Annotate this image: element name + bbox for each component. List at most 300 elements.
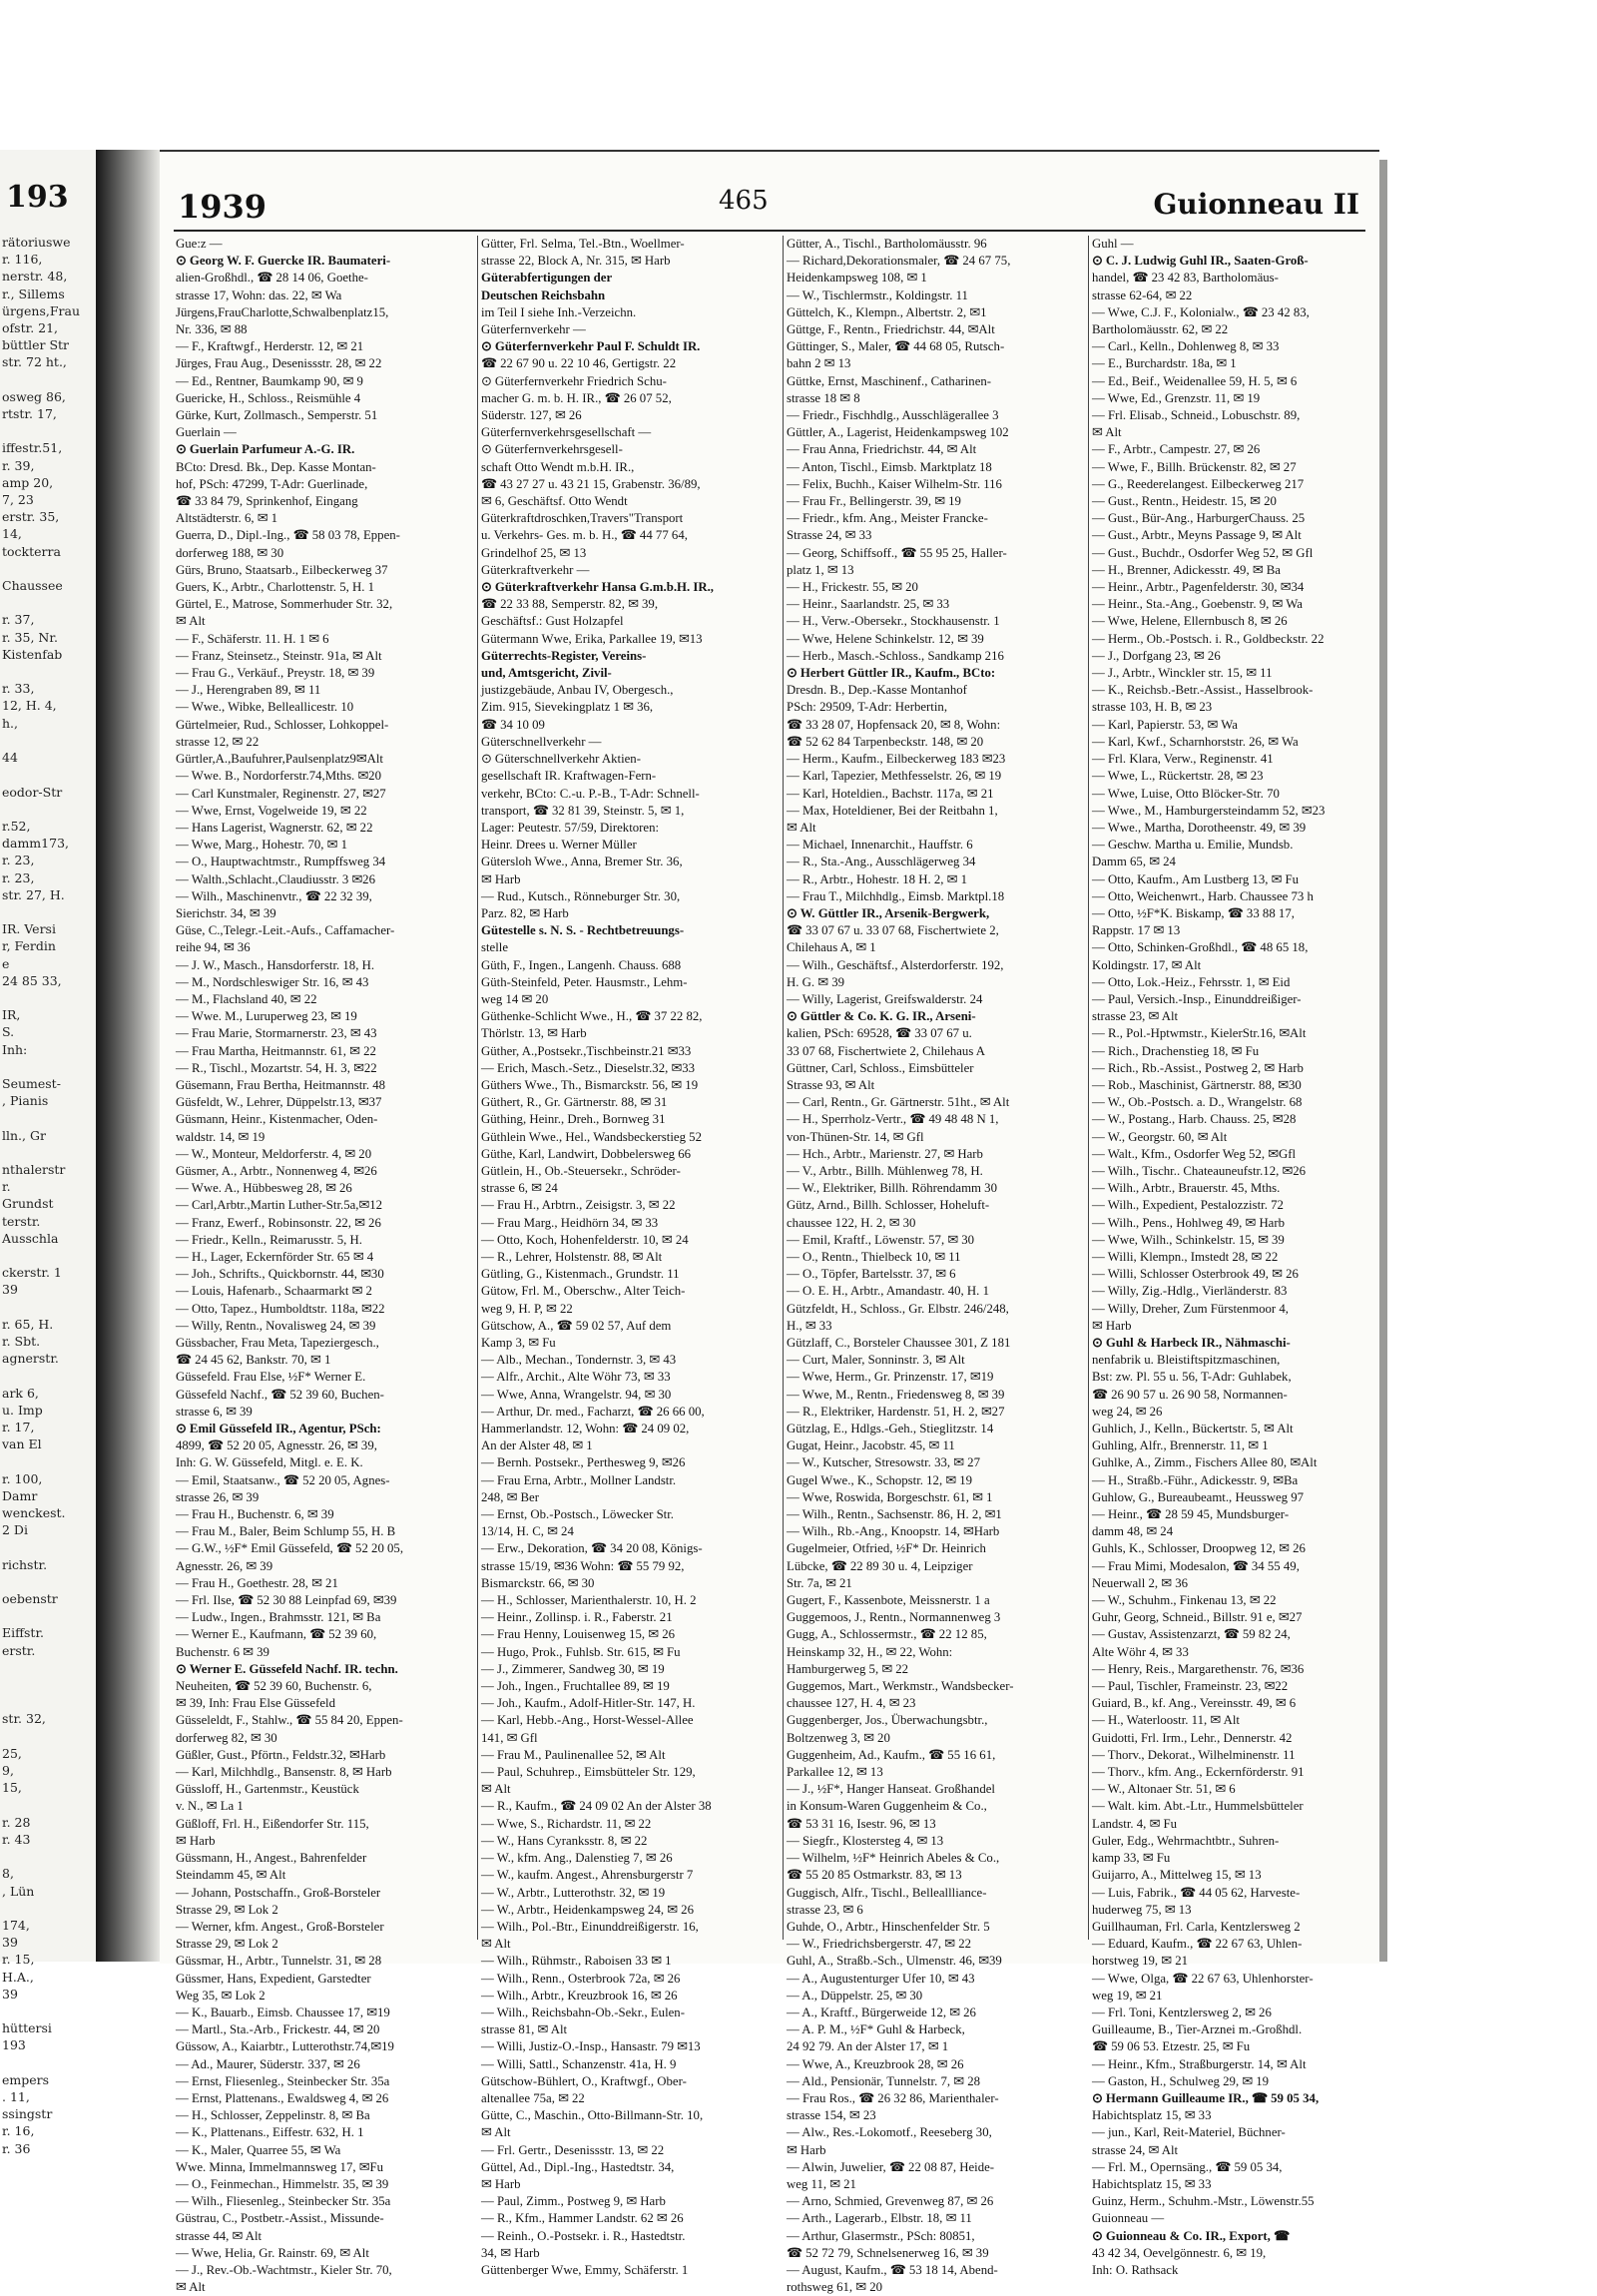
- directory-entry-line: Guggemoos, J., Rentn., Normannenweg 3: [787, 1610, 1001, 1625]
- directory-entry-line: rothsweg 61, ✉ 20: [787, 2280, 883, 2295]
- directory-entry-line: Chilehaus A, ✉ 1: [787, 940, 876, 955]
- directory-entry-line: — Friedr., kfm. Ang., Meister Francke-: [787, 511, 988, 526]
- directory-entry-line: Gütter, A., Tischl., Bartholomäusstr. 96: [787, 237, 987, 251]
- directory-entry-line: Gue:z —: [176, 237, 223, 251]
- previous-page-line: wenckest.: [2, 1505, 66, 1521]
- directory-entry-line: — Willy, Zig.-Hdlg., Vierländerstr. 83: [1092, 1284, 1288, 1299]
- previous-page-line: Inh:: [2, 1041, 28, 1057]
- directory-entry-line: Guillhauman, Frl. Carla, Kentzlersweg 2: [1092, 1919, 1301, 1934]
- directory-entry-line: — Frl. Gertr., Desenissstr. 13, ✉ 22: [481, 2142, 665, 2157]
- previous-page-line: r. 17,: [2, 1420, 35, 1435]
- directory-entry-line: Lübcke, ☎ 22 89 30 u. 4, Leipziger: [787, 1558, 973, 1573]
- directory-entry-line: Guhl, A., Straßb.-Sch., Ulmenstr. 46, ✉39: [787, 1954, 1002, 1969]
- directory-entry-line: Parkallee 12, ✉ 13: [787, 1765, 883, 1780]
- directory-entry-line: Landstr. 4, ✉ Fu: [1092, 1816, 1178, 1831]
- directory-entry-line: — Frau H., Goethestr. 28, ✉ 21: [176, 1575, 338, 1590]
- directory-entry-line: — Wilh., Rb.-Ang., Knoopstr. 14, ✉Harb: [787, 1524, 1000, 1539]
- directory-entry-line: — H., Straßb.-Führ., Adickesstr. 9, ✉Ba: [1092, 1472, 1299, 1487]
- directory-entry-line: — Heinr., ☎ 28 59 45, Mundsburger-: [1092, 1507, 1290, 1522]
- directory-entry-line: horstweg 19, ✉ 21: [1092, 1954, 1189, 1969]
- directory-entry-line: strasse 62-64, ✉ 22: [1092, 287, 1193, 302]
- directory-entry-line: Güthlein Wwe., Hel., Wandsbeckerstieg 52: [481, 1129, 702, 1144]
- directory-entry-line: Güterrechts-Register, Vereins-: [481, 648, 647, 663]
- previous-page-line: damm173,: [2, 836, 69, 852]
- directory-entry-line: — Karl, Tapezier, Methfesselstr. 26, ✉ 19: [787, 769, 1002, 784]
- directory-entry-line: — Rud., Kutsch., Rönneburger Str. 30,: [481, 888, 681, 903]
- directory-entry-line: — Bernh. Postsekr., Perthesweg 9, ✉26: [481, 1455, 686, 1470]
- directory-entry-line: — Ed., Rentner, Baumkamp 90, ✉ 9: [176, 373, 363, 388]
- directory-entry-line: — Wwe, Ernst, Vogelweide 19, ✉ 22: [176, 803, 367, 818]
- directory-entry-line: — Rob., Maschinist, Gärtnerstr. 88, ✉30: [1092, 1077, 1302, 1092]
- directory-entry-line: Güssloff, H., Gartenmstr., Keustück: [176, 1782, 359, 1797]
- directory-entry-line: Gürtel, E., Matrose, Sommerhuder Str. 32,: [176, 597, 393, 612]
- directory-entry-line: — Wilh., Rühmstr., Raboisen 33 ✉ 1: [481, 1954, 672, 1969]
- previous-page-line: IR,: [2, 1007, 21, 1023]
- directory-entry-line: — Hugo, Prok., Fuhlsb. Str. 615, ✉ Fu: [481, 1644, 681, 1659]
- directory-entry-line: — Wwe, Wilh., Schinkelstr. 15, ✉ 39: [1092, 1232, 1285, 1247]
- previous-page-line: [2, 1299, 92, 1316]
- previous-page-line: [2, 1109, 92, 1126]
- directory-entry-line: — Gustav, Assistenzarzt, ☎ 59 82 24,: [1092, 1627, 1291, 1642]
- directory-entry-line: — J., Dorfgang 23, ✉ 26: [1092, 648, 1221, 663]
- previous-page-line: 7, 23: [2, 492, 34, 508]
- directory-entry-line: Guhr, Georg, Schneid., Billstr. 91 e, ✉27: [1092, 1610, 1303, 1625]
- directory-entry-line: — H., Schlosser, Zeppelinstr. 8, ✉ Ba: [176, 2108, 370, 2123]
- directory-entry-line: 34, ✉ Harb: [481, 2245, 540, 2260]
- directory-entry-line: — Wilh., Expedient, Pestalozzistr. 72: [1092, 1198, 1284, 1213]
- directory-entry-line: ⊙ Güterfernverkehr Friedrich Schu-: [481, 373, 667, 388]
- previous-page-line: terstr.: [2, 1213, 41, 1229]
- previous-page-line: tockterra: [2, 543, 61, 559]
- directory-entry-line: strasse 24, ✉ Alt: [1092, 2142, 1179, 2157]
- directory-entry-line: strasse 17, Wohn: das. 22, ✉ Wa: [176, 287, 342, 302]
- directory-entry-line: — Wilh., Geschäftsf., Alsterdorferstr. 192,: [787, 957, 1004, 972]
- directory-column-1: [176, 236, 471, 2295]
- directory-column-4: [1092, 236, 1367, 2277]
- directory-entry-line: — Walt. kim. Abt.-Ltr., Hummelsbütteler: [1092, 1799, 1304, 1814]
- directory-entry-line: PSch: 29509, T-Adr: Herbertin,: [787, 700, 948, 715]
- previous-page-line: empers: [2, 2071, 50, 2087]
- directory-entry-line: ⊙ Güterfernverkehr Paul F. Schuldt IR.: [481, 339, 701, 354]
- previous-page-line: ssingstr: [2, 2106, 53, 2122]
- directory-entry-line: Güttel, Ad., Dipl.-Ing., Hastedtstr. 34,: [481, 2159, 675, 2174]
- directory-entry-line: — R., Elektriker, Hardenstr. 51, H. 2, ✉27: [787, 1404, 1005, 1419]
- directory-entry-line: strasse 6, ✉ 39: [176, 1404, 253, 1419]
- directory-entry-line: Guhlich, J., Kelln., Bückertstr. 5, ✉ Alt: [1092, 1422, 1294, 1436]
- directory-entry-line: — Carl, Rentn., Gr. Gärtnerstr. 51ht., ✉ Alt: [787, 1095, 1010, 1110]
- directory-entry-line: — Henry, Reis., Margarethenstr. 76, ✉36: [1092, 1661, 1305, 1676]
- directory-entry-line: justizgebäude, Anbau IV, Obergesch.,: [481, 683, 674, 698]
- directory-entry-line: — R., Sta.-Ang., Ausschlägerweg 34: [787, 855, 976, 869]
- directory-entry-line: Güsseleldt, F., Stahlw., ☎ 55 84 20, Eppen-: [176, 1713, 403, 1728]
- directory-entry-line: Güsemann, Frau Bertha, Heitmannstr. 48: [176, 1077, 386, 1092]
- directory-entry-line: — Frau Henny, Louisenweg 15, ✉ 26: [481, 1627, 675, 1642]
- directory-entry-line: Bartholomäusstr. 62, ✉ 22: [1092, 322, 1229, 337]
- directory-entry-line: — Wwe, Helia, Gr. Rainstr. 69, ✉ Alt: [176, 2245, 369, 2260]
- previous-page-line: [2, 801, 92, 818]
- directory-entry-line: 24 92 79. An der Alster 17, ✉ 1: [787, 2039, 949, 2054]
- directory-entry-line: 248, ✉ Ber: [481, 1489, 539, 1504]
- directory-entry-line: Güttler, A., Lagerist, Heidenkampsweg 102: [787, 425, 1009, 440]
- directory-entry-line: — Paul, Tischler, Frameinstr. 23, ✉22: [1092, 1679, 1289, 1694]
- directory-entry-line: — Karl, Hoteldien., Bachstr. 117a, ✉ 21: [787, 786, 994, 801]
- directory-entry-line: ⊙ Georg W. F. Guercke IR. Baumateri-: [176, 254, 391, 269]
- directory-entry-line: ⊙ Güterschnellverkehr Aktien-: [481, 752, 641, 767]
- directory-entry-line: kalien, PSch: 69528, ☎ 33 07 67 u.: [787, 1026, 972, 1041]
- directory-entry-line: Guler, Edg., Wehrmachtbtr., Suhren-: [1092, 1833, 1280, 1848]
- directory-entry-line: — Otto, Koch, Hohenfelderstr. 10, ✉ 24: [481, 1232, 689, 1247]
- directory-entry-line: — H., Verw.-Obersekr., Stockhausenstr. 1: [787, 614, 1000, 629]
- previous-page-line: r. 16,: [2, 2123, 35, 2139]
- directory-entry-line: Güthert, R., Gr. Gärtnerstr. 88, ✉ 31: [481, 1095, 668, 1110]
- directory-entry-line: altenallee 75a, ✉ 22: [481, 2090, 585, 2105]
- directory-entry-line: — Frau H., Arbtrn., Zeisigstr. 3, ✉ 22: [481, 1198, 676, 1213]
- previous-page-line: str. 72 ht.,: [2, 354, 67, 370]
- directory-entry-line: v. N., ✉ La 1: [176, 1799, 244, 1814]
- previous-page-line: eodor-Str: [2, 784, 63, 800]
- directory-entry-line: Strasse 93, ✉ Alt: [787, 1077, 875, 1092]
- directory-entry-line: ☎ 33 07 67 u. 33 07 68, Fischertwiete 2,: [787, 923, 999, 938]
- directory-entry-line: — Wwe. B., Nordorferstr.74,Mths. ✉20: [176, 769, 381, 784]
- directory-entry-line: — Frau Fr., Bellingerstr. 39, ✉ 19: [787, 494, 961, 509]
- directory-entry-line: ☎ 59 06 53. Etzestr. 25, ✉ Fu: [1092, 2039, 1251, 2054]
- directory-entry-line: Damm 65, ✉ 24: [1092, 855, 1176, 869]
- previous-page-line: büttler Str: [2, 337, 70, 353]
- directory-entry-line: chaussee 122, H. 2, ✉ 30: [787, 1215, 916, 1230]
- directory-entry-line: — W., Friedrichsbergerstr. 47, ✉ 22: [787, 1937, 972, 1952]
- directory-entry-line: Güterschnellverkehr —: [481, 734, 602, 749]
- directory-entry-line: nenfabrik u. Bleistiftspitzmaschinen,: [1092, 1353, 1281, 1368]
- previous-page-line: nthalerstr: [2, 1161, 66, 1177]
- directory-entry-line: Guhlke, A., Zimm., Fischers Allee 80, ✉Alt: [1092, 1455, 1318, 1470]
- previous-page-line: [2, 1367, 92, 1384]
- directory-entry-line: — Emil, Staatsanw., ☎ 52 20 05, Agnes-: [176, 1472, 390, 1487]
- directory-entry-line: Guhls, K., Schlosser, Droopweg 12, ✉ 26: [1092, 1541, 1306, 1556]
- directory-entry-line: — Wwe, Olga, ☎ 22 67 63, Uhlenhorster-: [1092, 1971, 1314, 1986]
- previous-page-line: r. 28: [2, 1814, 31, 1830]
- previous-page-line: 12, H. 4,: [2, 698, 57, 714]
- directory-entry-line: — Frau Mimi, Modesalon, ☎ 34 55 49,: [1092, 1558, 1300, 1573]
- directory-entry-line: — Frl. Klara, Verw., Reginenstr. 41: [1092, 752, 1274, 767]
- directory-entry-line: Parz. 82, ✉ Harb: [481, 905, 569, 920]
- directory-entry-line: Güthenke-Schlicht Wwe., H., ☎ 37 22 82,: [481, 1009, 703, 1024]
- directory-entry-line: ✉ Harb: [481, 871, 521, 886]
- directory-entry-line: — Geschw. Martha u. Emilie, Mundsb.: [1092, 838, 1294, 853]
- directory-entry-line: — Joh., Ingen., Fruchtallee 89, ✉ 19: [481, 1679, 670, 1694]
- previous-page-line: u. Imp: [2, 1402, 43, 1418]
- directory-entry-line: dorferweg 82, ✉ 30: [176, 1730, 277, 1745]
- directory-entry-line: Gütschow, A., ☎ 59 02 57, Auf dem: [481, 1318, 672, 1333]
- previous-page-line: 14,: [2, 526, 22, 542]
- directory-entry-line: Guijarro, A., Mittelweg 15, ✉ 13: [1092, 1868, 1262, 1883]
- directory-entry-line: Bst: zw. Pl. 55 u. 56, T-Adr: Guhlabek,: [1092, 1370, 1292, 1385]
- directory-entry-line: — K., Bauarb., Eimsb. Chaussee 17, ✉19: [176, 2005, 390, 2019]
- directory-entry-line: ✉ Alt: [481, 1782, 511, 1797]
- previous-page-line: str. 27, H.: [2, 886, 65, 902]
- directory-entry-line: — W., Ob.-Postsch. a. D., Wrangelstr. 68: [1092, 1095, 1303, 1110]
- directory-entry-line: — O., Töpfer, Bartelsstr. 37, ✉ 6: [787, 1267, 956, 1282]
- previous-page-line: 25,: [2, 1745, 22, 1761]
- directory-entry-line: — H., Brenner, Adickesstr. 49, ✉ Ba: [1092, 562, 1281, 577]
- directory-entry-line: — Walth.,Schlacht.,Claudiusstr. 3 ✉26: [176, 871, 375, 886]
- previous-page-line: oebenstr: [2, 1591, 58, 1607]
- previous-page-line: 2 Di: [2, 1522, 28, 1538]
- directory-entry-line: Güterabfertigungen der: [481, 271, 613, 286]
- directory-entry-line: — F., Kraftwgf., Herderstr. 12, ✉ 21: [176, 339, 364, 354]
- directory-entry-line: — Otto, Schinken-Großhdl., ☎ 48 65 18,: [1092, 940, 1309, 955]
- directory-entry-line: — Gaston, H., Schulweg 29, ✉ 19: [1092, 2073, 1270, 2088]
- directory-entry-line: — Wwe., Martha, Dorotheenstr. 49, ✉ 39: [1092, 820, 1307, 835]
- previous-page-line: [2, 1848, 92, 1865]
- directory-entry-line: — J., Herengraben 89, ✉ 11: [176, 683, 321, 698]
- directory-entry-line: — Willi, Sattl., Schanzenstr. 41a, H. 9: [481, 2056, 677, 2071]
- directory-entry-line: ☎ 43 27 27 u. 43 21 15, Grabenstr. 36/89,: [481, 476, 701, 491]
- directory-entry-line: — Heinr., Zollinsp. i. R., Faberstr. 21: [481, 1610, 673, 1625]
- previous-page-line: 39: [2, 1935, 18, 1951]
- directory-entry-line: Guhde, O., Arbtr., Hinschenfelder Str. 5: [787, 1919, 990, 1934]
- header-rule: [174, 230, 1365, 232]
- directory-entry-line: Güterkraftdroschken,Travers"Transport: [481, 511, 684, 526]
- directory-entry-line: Güssefeld. Frau Else, ½F* Werner E.: [176, 1370, 366, 1385]
- directory-page: [160, 150, 1379, 2295]
- directory-entry-line: strasse 23, ✉ 6: [787, 1902, 863, 1917]
- directory-entry-line: — Wwe. A., Hübbesweg 28, ✉ 26: [176, 1181, 352, 1196]
- directory-entry-line: Guhl —: [1092, 237, 1134, 251]
- directory-entry-line: — Joh., Kaufm., Adolf-Hitler-Str. 147, H.: [481, 1696, 696, 1711]
- directory-entry-line: — Felix, Buchh., Kaiser Wilhelm-Str. 116: [787, 476, 1002, 491]
- previous-page-line: . 11,: [2, 2088, 30, 2104]
- directory-entry-line: — Frau Ros., ☎ 26 32 86, Marienthaler-: [787, 2090, 999, 2105]
- directory-entry-line: damm 48, ✉ 24: [1092, 1524, 1174, 1539]
- directory-entry-line: — Wilh., Arbtr., Brauerstr. 45, Mths.: [1092, 1181, 1281, 1196]
- previous-page-line: [2, 1796, 92, 1813]
- directory-entry-line: — Otto, Kaufm., Am Lustberg 13, ✉ Fu: [1092, 871, 1300, 886]
- previous-page-line: str. 32,: [2, 1711, 46, 1727]
- previous-page-line: Eiffstr.: [2, 1625, 45, 1641]
- previous-page-line: r. 39,: [2, 457, 35, 473]
- directory-entry-line: Guhling, Alfr., Brennerstr. 11, ✉ 1: [1092, 1438, 1269, 1453]
- directory-entry-line: — Ernst, Ob.-Postsch., Löwecker Str.: [481, 1507, 674, 1522]
- directory-entry-line: — Friedr., Fischhdlg., Ausschlägerallee 3: [787, 408, 999, 423]
- directory-entry-line: ⊙ W. Güttler IR., Arsenik-Bergwerk,: [787, 905, 990, 920]
- directory-entry-line: Gütter, Frl. Selma, Tel.-Btn., Woellmer-: [481, 237, 685, 251]
- previous-page-line: [2, 766, 92, 783]
- directory-entry-line: — Frau G., Verkäuf., Preystr. 18, ✉ 39: [176, 666, 375, 681]
- directory-entry-line: weg 14 ✉ 20: [481, 991, 549, 1006]
- directory-entry-line: weg 9, H. P, ✉ 22: [481, 1301, 573, 1316]
- directory-entry-line: Gürtler,A.,Baufuhrer,Paulsenplatz9✉Alt: [176, 752, 383, 767]
- directory-entry-line: ⊙ Hermann Guilleaume IR., ☎ 59 05 34,: [1092, 2090, 1320, 2105]
- previous-page-line: [2, 1659, 92, 1676]
- previous-page-line: r, Ferdin: [2, 938, 56, 954]
- directory-entry-line: Heinr. Drees u. Werner Müller: [481, 838, 637, 853]
- previous-page-line: [2, 1573, 92, 1590]
- directory-entry-line: — Hans Lagerist, Wagnerstr. 62, ✉ 22: [176, 820, 373, 835]
- directory-entry-line: — Wilh., Reichsbahn-Ob.-Sekr., Eulen-: [481, 2005, 685, 2019]
- directory-entry-line: — Louis, Hafenarb., Schaarmarkt ✉ 2: [176, 1284, 372, 1299]
- directory-entry-line: — Paul, Versich.-Insp., Einunddreißiger-: [1092, 991, 1302, 1006]
- directory-entry-line: Gützlag, E., Hdlgs.-Geh., Stieglitzstr. 14: [787, 1422, 994, 1436]
- directory-entry-line: — Otto, Tapez., Humboldtstr. 118a, ✉22: [176, 1301, 385, 1316]
- directory-entry-line: — Franz, Steinsetz., Steinstr. 91a, ✉ Alt: [176, 648, 382, 663]
- directory-entry-line: — Richard,Dekorationsmaler, ☎ 24 67 75,: [787, 254, 1011, 269]
- directory-entry-line: — R., Lehrer, Holstenstr. 88, ✉ Alt: [481, 1249, 663, 1264]
- directory-entry-line: — A., Kraftf., Bürgerweide 12, ✉ 26: [787, 2005, 976, 2019]
- directory-entry-line: — Ernst, Fliesenleg., Steinbecker Str. 35a: [176, 2073, 390, 2088]
- previous-page-line: hüttersi: [2, 2020, 52, 2036]
- directory-entry-line: Gürke, Kurt, Zollmasch., Semperstr. 51: [176, 408, 378, 423]
- previous-page-line: ckerstr. 1: [2, 1265, 62, 1281]
- directory-entry-line: — Wilh., Renn., Osterbrook 72a, ✉ 26: [481, 1971, 681, 1986]
- directory-entry-line: chaussee 127, H. 4, ✉ 23: [787, 1696, 916, 1711]
- directory-entry-line: Inh: G. W. Güssefeld, Mitgl. e. E. K.: [176, 1455, 363, 1470]
- directory-entry-line: transport, ☎ 32 81 39, Steinstr. 5, ✉ 1,: [481, 803, 685, 818]
- directory-entry-line: — Martl., Sta.-Arb., Frickestr. 44, ✉ 20: [176, 2022, 380, 2037]
- directory-entry-line: Wwe. Minna, Immelmannsweg 17, ✉Fu: [176, 2159, 383, 2174]
- previous-page-line: lln., Gr: [2, 1127, 46, 1143]
- previous-page-line: Kistenfab: [2, 646, 63, 662]
- directory-entry-line: Hammerlandstr. 12, Wohn: ☎ 24 09 02,: [481, 1422, 690, 1436]
- previous-page-line: r. 35, Nr.: [2, 629, 58, 645]
- directory-entry-line: — Wilh., Fliesenleg., Steinbecker Str. 35a: [176, 2194, 391, 2209]
- directory-entry-line: Heinskamp 32, H., ✉ 22, Wohn:: [787, 1644, 953, 1659]
- directory-entry-line: Kamp 3, ✉ Fu: [481, 1336, 556, 1350]
- directory-entry-line: — Arthur, Glasermstr., PSch: 80851,: [787, 2228, 975, 2243]
- directory-entry-line: platz 1, ✉ 13: [787, 562, 854, 577]
- page-edge-shadow: [1379, 160, 1387, 1962]
- directory-entry-line: 33 07 68, Fischertwiete 2, Chilehaus A: [787, 1043, 986, 1058]
- directory-entry-line: — Frau H., Buchenstr. 6, ✉ 39: [176, 1507, 334, 1522]
- previous-page-line: [2, 1693, 92, 1710]
- directory-entry-line: dorferweg 188, ✉ 30: [176, 545, 284, 560]
- directory-entry-line: ☎ 33 84 79, Sprinkenhof, Eingang: [176, 494, 358, 509]
- directory-entry-line: 4899, ☎ 52 20 05, Agnesstr. 26, ✉ 39,: [176, 1438, 377, 1453]
- directory-entry-line: — Gust., Bür-Ang., HarburgerChauss. 25: [1092, 511, 1306, 526]
- directory-entry-line: Guerlain —: [176, 425, 237, 440]
- directory-entry-line: H. G. ✉ 39: [787, 974, 844, 989]
- directory-entry-line: Alte Wöhr 4, ✉ 33: [1092, 1644, 1189, 1659]
- previous-page-line: erstr.: [2, 1642, 36, 1658]
- directory-entry-line: — Wwe., M., Hamburgersteindamm 52, ✉23: [1092, 803, 1326, 818]
- directory-entry-line: Boltzenweg 3, ✉ 20: [787, 1730, 890, 1745]
- directory-entry-line: Bismarckstr. 66, ✉ 30: [481, 1575, 595, 1590]
- directory-entry-line: — Frau M., Paulinenallee 52, ✉ Alt: [481, 1747, 666, 1762]
- previous-page-line: h.,: [2, 715, 18, 731]
- directory-entry-line: Hamburgerweg 5, ✉ 22: [787, 1661, 909, 1676]
- previous-page-line: [2, 1144, 92, 1161]
- book-spine: [98, 150, 160, 1962]
- previous-page-line: [2, 1607, 92, 1624]
- directory-entry-line: macher G. m. b. H. IR., ☎ 26 07 52,: [481, 390, 672, 405]
- directory-entry-line: — Thorv., Dekorat., Wilhelminenstr. 11: [1092, 1747, 1296, 1762]
- directory-entry-line: Güsmann, Heinr., Kistenmacher, Oden-: [176, 1112, 378, 1127]
- directory-entry-line: Guggenberger, Jos., Überwachungsbtr.,: [787, 1713, 988, 1728]
- directory-entry-line: ☎ 53 31 16, Isestr. 96, ✉ 13: [787, 1816, 936, 1831]
- previous-page-line: van El: [2, 1436, 42, 1452]
- directory-entry-line: — Frl. Ilse, ☎ 52 30 88 Leinpfad 69, ✉39: [176, 1593, 397, 1608]
- directory-entry-line: — Johann, Postschaffn., Groß-Borsteler: [176, 1885, 381, 1900]
- directory-entry-line: — Wwe, Ed., Grenzstr. 11, ✉ 19: [1092, 390, 1261, 405]
- directory-entry-line: — Ed., Beif., Weidenallee 59, H. 5, ✉ 6: [1092, 373, 1298, 388]
- directory-entry-line: — Thorv., kfm. Ang., Eckernförderstr. 91: [1092, 1765, 1305, 1780]
- previous-page-line: 24 85 33,: [2, 972, 62, 988]
- directory-entry-line: Guionneau —: [1092, 2211, 1165, 2226]
- directory-entry-line: — Erw., Dekoration, ☎ 34 20 08, Königs-: [481, 1541, 703, 1556]
- directory-entry-line: — W., Monteur, Meldorferstr. 4, ✉ 20: [176, 1146, 372, 1161]
- directory-entry-line: Guerra, D., Dipl.-Ing., ☎ 58 03 78, Eppen-: [176, 528, 400, 543]
- directory-entry-line: — Carl., Kelln., Dohlenweg 8, ✉ 33: [1092, 339, 1280, 354]
- directory-entry-line: Lager: Peutestr. 57/59, Direktoren:: [481, 820, 660, 835]
- directory-entry-line: — Curt, Maler, Sonninstr. 3, ✉ Alt: [787, 1353, 965, 1368]
- directory-entry-line: — Otto, ½F*K. Biskamp, ☎ 33 88 17,: [1092, 905, 1295, 920]
- directory-entry-line: Güth, F., Ingen., Langenh. Chauss. 688: [481, 957, 682, 972]
- previous-page-line: r. 116,: [2, 252, 43, 268]
- previous-page-line: 39: [2, 1986, 18, 2002]
- directory-entry-line: ✉ Alt: [1092, 425, 1122, 440]
- directory-entry-line: — F., Arbtr., Campestr. 27, ✉ 26: [1092, 442, 1261, 457]
- previous-page-line: Damr: [2, 1487, 38, 1503]
- previous-page-line: r.52,: [2, 818, 31, 834]
- directory-entry-line: — M., Flachsland 40, ✉ 22: [176, 991, 317, 1006]
- directory-entry-line: Güterfernverkehrsgesellschaft —: [481, 425, 652, 440]
- directory-entry-line: — Wilh., Pol.-Btr., Einunddreißigerstr. 16,: [481, 1919, 699, 1934]
- directory-entry-line: handel, ☎ 23 42 83, Bartholomäus-: [1092, 271, 1279, 286]
- directory-entry-line: ☎ 34 10 09: [481, 717, 545, 732]
- directory-entry-line: — Heinr., Saarlandstr. 25, ✉ 33: [787, 597, 950, 612]
- directory-entry-line: ✉ Harb: [1092, 1318, 1132, 1333]
- directory-entry-line: ✉ Harb: [787, 2142, 826, 2157]
- previous-page-line: amp 20,: [2, 474, 54, 490]
- directory-entry-line: Geschäftsf.: Gust Holzapfel: [481, 614, 624, 629]
- directory-entry-line: — W., Arbtr., Heidenkampsweg 24, ✉ 26: [481, 1902, 694, 1917]
- previous-page-line: [2, 2003, 92, 2019]
- directory-entry-line: — O. E. H., Arbtr., Amandastr. 40, H. 1: [787, 1284, 989, 1299]
- directory-entry-line: ☎ 55 20 85 Ostmarkstr. 83, ✉ 13: [787, 1868, 962, 1883]
- directory-entry-line: — Frau T., Milchhdlg., Eimsb. Marktpl.18: [787, 888, 1005, 903]
- directory-entry-line: — Siegfr., Klostersteg 4, ✉ 13: [787, 1833, 944, 1848]
- directory-entry-line: — Frau Marg., Heidhörn 34, ✉ 33: [481, 1215, 659, 1230]
- directory-entry-line: — W., Schuhm., Finkenau 13, ✉ 22: [1092, 1593, 1277, 1608]
- directory-entry-line: Gürs, Bruno, Staatsarb., Eilbeckerweg 37: [176, 562, 388, 577]
- page-year: 1939: [178, 188, 267, 226]
- directory-entry-line: ⊙ Herbert Güttler IR., Kaufm., BCto:: [787, 666, 996, 681]
- directory-entry-line: — M., Nordschleswiger Str. 16, ✉ 43: [176, 974, 369, 989]
- directory-entry-line: — Frau Anna, Friedrichstr. 44, ✉ Alt: [787, 442, 977, 457]
- directory-entry-line: Güssefeld Nachf., ☎ 52 39 60, Buchen-: [176, 1387, 384, 1402]
- directory-entry-line: — W., Postang., Harb. Chauss. 25, ✉28: [1092, 1112, 1297, 1127]
- directory-entry-line: strasse 22, Block A, Nr. 315, ✉ Harb: [481, 254, 671, 269]
- directory-entry-line: — R., Kaufm., ☎ 24 09 02 An der Alster 38: [481, 1799, 712, 1814]
- directory-entry-line: — Franz, Ewerf., Robinsonstr. 22, ✉ 26: [176, 1215, 381, 1230]
- directory-entry-line: Güterfernverkehr —: [481, 322, 586, 337]
- previous-page-line: [2, 663, 92, 680]
- directory-entry-line: — Ludw., Ingen., Brahmsstr. 121, ✉ Ba: [176, 1610, 381, 1625]
- directory-entry-line: — Karl, Hebb.-Ang., Horst-Wessel-Allee: [481, 1713, 694, 1728]
- directory-entry-line: — Wwe, Roswida, Borgeschstr. 61, ✉ 1: [787, 1489, 993, 1504]
- directory-entry-line: — Willi, Schlosser Osterbrook 49, ✉ 26: [1092, 1267, 1299, 1282]
- directory-entry-line: Güsfeldt, W., Lehrer, Düppelstr.13, ✉37: [176, 1095, 382, 1110]
- previous-page-line: [2, 1900, 92, 1917]
- directory-entry-line: — G.W., ½F* Emil Güssefeld, ☎ 52 20 05,: [176, 1541, 404, 1556]
- directory-entry-line: Gütow, Frl. M., Oberschw., Alter Teich-: [481, 1284, 686, 1299]
- column-divider: [1088, 236, 1089, 1940]
- directory-entry-line: Güthers Wwe., Th., Bismarckstr. 56, ✉ 19: [481, 1077, 699, 1092]
- directory-entry-line: Güssmar, H., Arbtr., Tunnelstr. 31, ✉ 28: [176, 1954, 382, 1969]
- directory-entry-line: — Carl,Arbtr.,Martin Luther-Str.5a,✉12: [176, 1198, 383, 1213]
- directory-entry-line: strasse 23, ✉ Alt: [1092, 1009, 1179, 1024]
- directory-entry-line: Gütersloh Wwe., Anna, Bremer Str. 36,: [481, 855, 683, 869]
- directory-entry-line: strasse 103, H. B, ✉ 23: [1092, 700, 1213, 715]
